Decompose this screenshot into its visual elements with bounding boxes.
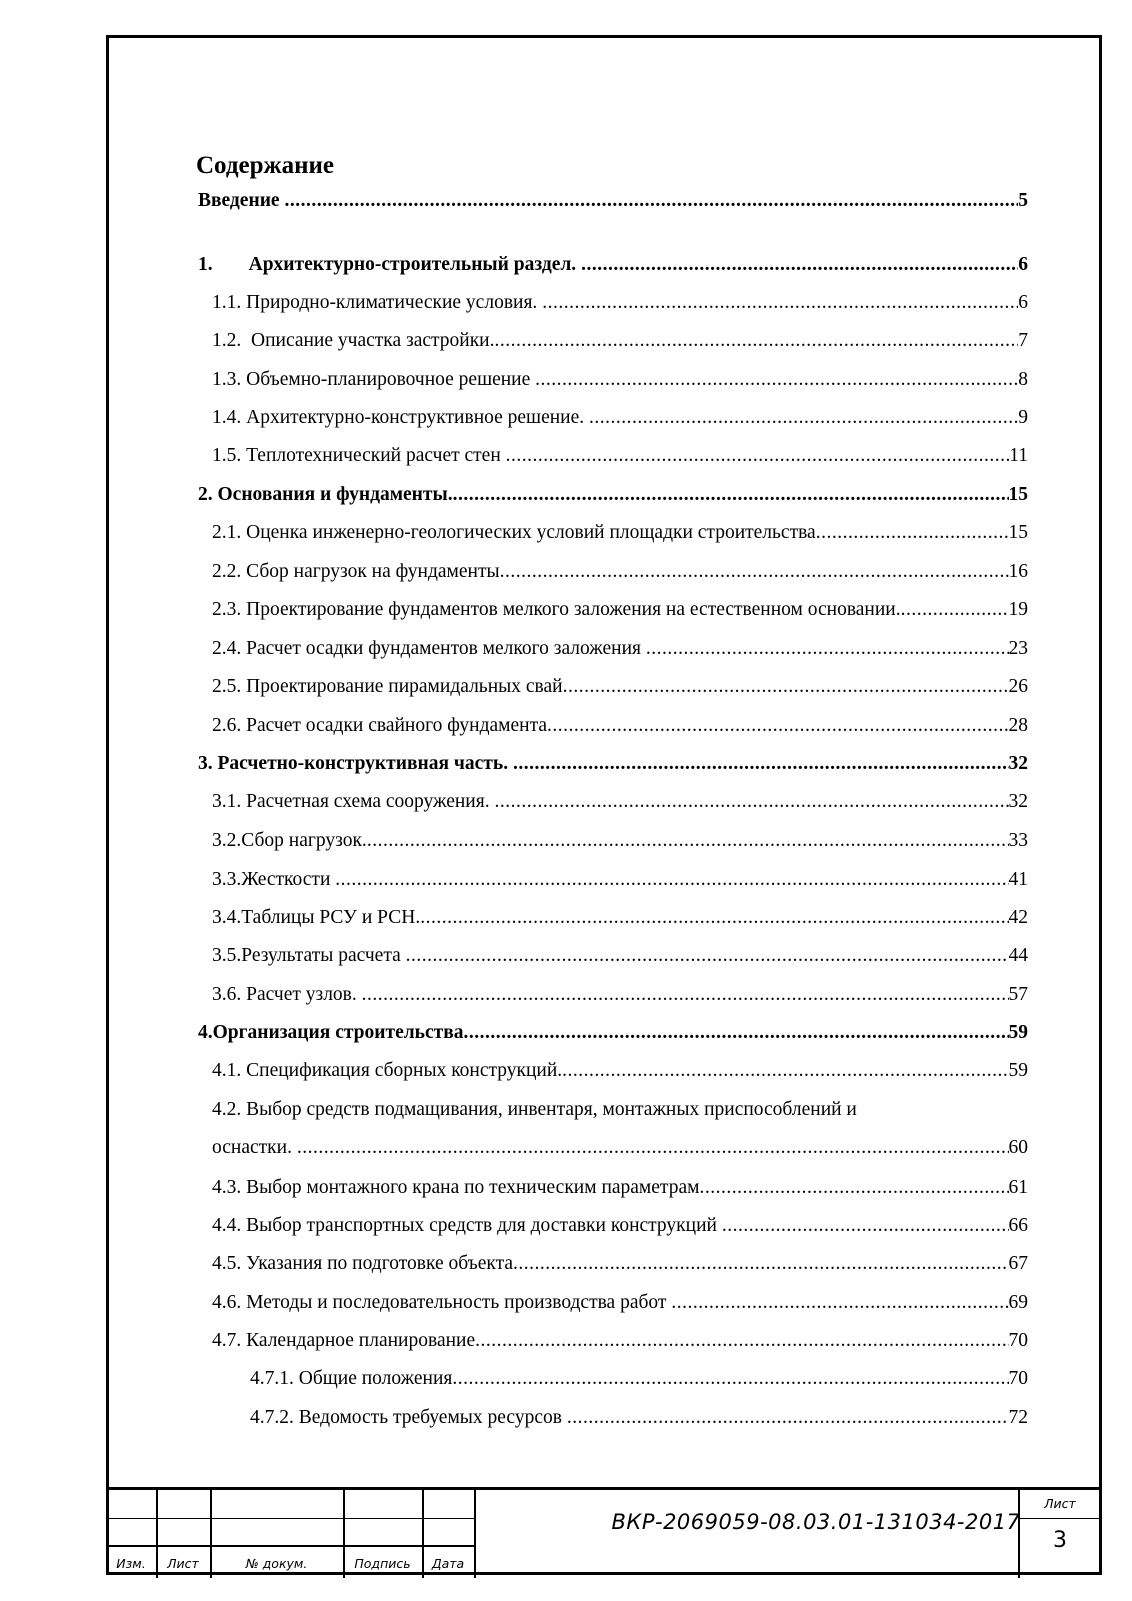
toc-entry-text: 2.5. Проектирование пирамидальных свай bbox=[212, 676, 563, 697]
toc-entry-label bbox=[212, 403, 589, 433]
toc-page-number: 59 bbox=[1008, 1060, 1028, 1081]
toc-entry-text: 3.5.Результаты расчета bbox=[212, 945, 406, 966]
toc-entry bbox=[212, 634, 1028, 664]
toc-page-number: 66 bbox=[1008, 1215, 1028, 1236]
toc-entry bbox=[212, 557, 1028, 587]
toc-entry-text: 4.3. Выбор монтажного крана по техническим параметрам bbox=[212, 1177, 700, 1198]
toc-page-number: 28 bbox=[1008, 715, 1028, 736]
toc-entry-label bbox=[212, 595, 901, 625]
toc-leader-dots bbox=[562, 1056, 1008, 1086]
toc-entry-label bbox=[212, 365, 535, 395]
toc-page-number: 26 bbox=[1008, 676, 1028, 697]
toc-entry-label bbox=[212, 518, 816, 548]
toc-entry-label bbox=[212, 672, 563, 702]
toc-entry-label bbox=[212, 557, 500, 587]
toc-page-number: 7 bbox=[1018, 330, 1028, 351]
toc-page-number: 42 bbox=[1008, 907, 1028, 928]
toc-entry-label bbox=[212, 1173, 699, 1203]
toc-leader-dots bbox=[420, 903, 1008, 933]
title-block-divider bbox=[474, 1490, 476, 1578]
toc-page-number: 67 bbox=[1008, 1253, 1028, 1274]
toc-entry bbox=[212, 903, 1028, 933]
toc-entry bbox=[212, 326, 1028, 356]
toc-entry bbox=[212, 1095, 1028, 1125]
toc-entry-label bbox=[212, 634, 646, 664]
toc-leader-dots bbox=[513, 1249, 1008, 1279]
toc-entry-label bbox=[212, 980, 362, 1010]
toc-page-number: 6 bbox=[1018, 254, 1028, 275]
toc-entry-label bbox=[212, 1095, 857, 1125]
toc-entry-text: 1.5. Теплотехнический расчет стен bbox=[212, 445, 506, 466]
toc-entry-label bbox=[250, 1364, 452, 1394]
toc-page-number: 32 bbox=[1008, 791, 1028, 812]
toc-entry bbox=[212, 1173, 1028, 1203]
toc-leader-dots bbox=[406, 941, 1009, 971]
toc-entry-number: 1. bbox=[198, 254, 213, 275]
toc-entry-text: 1.3. Объемно-планировочное решение bbox=[212, 369, 536, 390]
toc-entry bbox=[212, 365, 1028, 395]
toc-entry bbox=[212, 826, 1028, 856]
toc-page-number: 70 bbox=[1008, 1330, 1028, 1351]
toc-entry bbox=[212, 288, 1028, 318]
toc-entry-text: 4.7.2. Ведомость требуемых ресурсов bbox=[250, 1407, 567, 1428]
toc-entry-text: 2.4. Расчет осадки фундаментов мелкого заложения bbox=[212, 638, 646, 659]
toc-entry bbox=[212, 1288, 1028, 1318]
toc-leader-dots bbox=[475, 1326, 1008, 1356]
toc-entry-text: оснастки. bbox=[212, 1137, 297, 1158]
toc-leader-dots bbox=[335, 865, 1008, 895]
toc-entry-label bbox=[198, 749, 513, 779]
toc-entry-text: 4.7. Календарное планирование bbox=[212, 1330, 476, 1351]
document-code: ВКР-2069059-08.03.01-131034-2017 bbox=[611, 1510, 1021, 1534]
toc-entry-text: 4.5. Указания по подготовке объекта bbox=[212, 1253, 514, 1274]
toc-entry-label bbox=[212, 288, 542, 318]
toc-page-number: 60 bbox=[1008, 1137, 1028, 1158]
toc-entry bbox=[212, 1133, 1028, 1163]
toc-leader-dots bbox=[453, 480, 1009, 510]
toc-entry-label bbox=[212, 1249, 513, 1279]
toc-entry bbox=[212, 941, 1028, 971]
toc-entry-text: 2.6. Расчет осадки свайного фундамента bbox=[212, 715, 548, 736]
stamp-col-list: Лист bbox=[167, 1556, 199, 1571]
toc-entry-label bbox=[212, 326, 495, 356]
toc-entry bbox=[212, 711, 1028, 741]
toc-entry-label bbox=[212, 1133, 297, 1163]
toc-leader-dots bbox=[646, 634, 1009, 664]
toc-entry-text: 1.4. Архитектурно-конструктивное решение. bbox=[212, 407, 589, 428]
toc-entry bbox=[212, 672, 1028, 702]
toc-entry-text: 3.4.Таблицы РСУ и РСН. bbox=[212, 907, 421, 928]
toc-entry-text: 4.1. Спецификация сборных конструкций. bbox=[212, 1060, 563, 1081]
toc-entry bbox=[212, 980, 1028, 1010]
toc-leader-dots bbox=[901, 595, 1009, 625]
toc-entry-text: 2.2. Сбор нагрузок на фундаменты bbox=[212, 561, 500, 582]
toc-leader-dots bbox=[722, 1211, 1009, 1241]
toc-entry-label bbox=[198, 1018, 464, 1048]
toc-entry bbox=[250, 1403, 1028, 1433]
toc-entry-text: 2.1. Оценка инженерно-геологических условий площадки строительства bbox=[212, 522, 816, 543]
toc-entry-text: 3.6. Расчет узлов. bbox=[212, 984, 362, 1005]
toc-entry-text: 4.4. Выбор транспортных средств для доставки конструкций bbox=[212, 1215, 722, 1236]
toc-entry bbox=[198, 186, 1028, 216]
toc-leader-dots bbox=[506, 441, 1010, 471]
title-block-rule bbox=[106, 1545, 474, 1547]
title-block-rule bbox=[1018, 1518, 1102, 1519]
toc-entry bbox=[212, 403, 1028, 433]
toc-leader-dots bbox=[297, 1133, 1009, 1163]
toc-leader-dots bbox=[589, 403, 1018, 433]
toc-entry-label bbox=[212, 865, 335, 895]
toc-page-number: 44 bbox=[1008, 945, 1028, 966]
toc-leader-dots bbox=[567, 1403, 1009, 1433]
toc-leader-dots bbox=[699, 1173, 1008, 1203]
toc-entry bbox=[212, 1056, 1028, 1086]
toc-entry-label bbox=[198, 480, 453, 510]
toc-page-number: 72 bbox=[1008, 1407, 1028, 1428]
toc-entry bbox=[212, 865, 1028, 895]
toc-page-number: 41 bbox=[1008, 869, 1028, 890]
sheet-label: Лист bbox=[1044, 1496, 1076, 1511]
toc-leader-dots bbox=[671, 1288, 1008, 1318]
toc-entry-text: 1.2. Описание участка застройки. bbox=[212, 330, 495, 351]
toc-leader-dots bbox=[494, 787, 1008, 817]
title-block-rule bbox=[106, 1518, 474, 1519]
toc-entry bbox=[250, 1364, 1028, 1394]
toc-entry-label bbox=[250, 1403, 567, 1433]
toc-page-number: 6 bbox=[1018, 292, 1028, 313]
toc-entry-label bbox=[212, 787, 494, 817]
title-block bbox=[106, 1487, 1102, 1575]
sheet-number: 3 bbox=[1053, 1528, 1067, 1553]
toc-page-number: 5 bbox=[1018, 190, 1028, 211]
toc-entry-text: 1.1. Природно-климатические условия. bbox=[212, 292, 543, 313]
toc-page-number: 8 bbox=[1018, 369, 1028, 390]
toc-page-number: 9 bbox=[1018, 407, 1028, 428]
toc-title: Содержание bbox=[196, 152, 335, 179]
toc-leader-dots bbox=[581, 250, 1018, 280]
toc-entry bbox=[198, 749, 1028, 779]
toc-entry bbox=[212, 787, 1028, 817]
toc-leader-dots bbox=[500, 557, 1009, 587]
toc-entry-text: Введение bbox=[198, 190, 285, 211]
toc-entry-label bbox=[212, 711, 547, 741]
toc-entry-text: 4.7.1. Общие положения bbox=[250, 1368, 453, 1389]
toc-entry-label bbox=[198, 250, 581, 280]
toc-leader-dots bbox=[547, 711, 1008, 741]
stamp-col-doc: № докум. bbox=[245, 1556, 308, 1571]
toc-entry-label bbox=[212, 1326, 475, 1356]
toc-leader-dots bbox=[535, 365, 1018, 395]
toc-entry-label bbox=[212, 903, 420, 933]
toc-page-number: 15 bbox=[1008, 484, 1028, 505]
toc-page-number: 70 bbox=[1008, 1368, 1028, 1389]
toc-leader-dots bbox=[563, 672, 1009, 702]
toc-entry bbox=[212, 1326, 1028, 1356]
toc-entry-label bbox=[212, 826, 367, 856]
toc-page-number: 33 bbox=[1008, 830, 1028, 851]
toc-leader-dots bbox=[367, 826, 1009, 856]
toc-entry bbox=[212, 595, 1028, 625]
toc-page-number: 61 bbox=[1008, 1177, 1028, 1198]
toc-leader-dots bbox=[362, 980, 1009, 1010]
toc-entry-text: 2.3. Проектирование фундаментов мелкого заложения на естественном основании. bbox=[212, 599, 901, 620]
toc-page-number: 32 bbox=[1008, 753, 1028, 774]
toc-page-number: 16 bbox=[1008, 561, 1028, 582]
toc-entry bbox=[212, 1249, 1028, 1279]
toc-entry-text: 3.3.Жесткости bbox=[212, 869, 336, 890]
toc-page-number: 69 bbox=[1008, 1292, 1028, 1313]
toc-entry-text: 4.6. Методы и последовательность производства работ bbox=[212, 1292, 672, 1313]
toc-entry bbox=[198, 250, 1028, 280]
toc-leader-dots bbox=[816, 518, 1009, 548]
toc-leader-dots bbox=[452, 1364, 1008, 1394]
toc-entry-text: 3.1. Расчетная схема сооружения. bbox=[212, 791, 495, 812]
toc-entry-label bbox=[212, 1288, 671, 1318]
toc-leader-dots bbox=[495, 326, 1019, 356]
toc-entry-text: Архитектурно-строительный раздел. bbox=[248, 254, 582, 275]
toc-page-number: 11 bbox=[1009, 445, 1028, 466]
toc-page-number: 59 bbox=[1008, 1022, 1028, 1043]
toc-entry-text: 3.2.Сбор нагрузок. bbox=[212, 830, 367, 851]
stamp-col-izm: Изм. bbox=[116, 1556, 146, 1571]
toc-entry-text: 2. Основания и фундаменты. bbox=[198, 484, 453, 505]
toc-page-number: 23 bbox=[1008, 638, 1028, 659]
toc-entry bbox=[212, 441, 1028, 471]
toc-entry bbox=[198, 1018, 1028, 1048]
toc-leader-dots bbox=[464, 1018, 1009, 1048]
toc-entry-label bbox=[212, 1056, 562, 1086]
toc-leader-dots bbox=[542, 288, 1018, 318]
toc-leader-dots bbox=[284, 186, 1018, 216]
toc-entry-label bbox=[212, 1211, 722, 1241]
toc-entry bbox=[212, 1211, 1028, 1241]
toc-entry-text: 4.2. Выбор средств подмащивания, инвентаря, монтажных приспособлений и bbox=[212, 1099, 857, 1120]
toc-entry-label bbox=[198, 186, 284, 216]
toc-entry-text: 3. Расчетно-конструктивная часть. bbox=[198, 753, 513, 774]
toc-entry-label bbox=[212, 441, 506, 471]
toc-entry-text: 4.Организация строительства bbox=[198, 1022, 464, 1043]
toc-page-number: 57 bbox=[1008, 984, 1028, 1005]
stamp-col-date: Дата bbox=[431, 1556, 465, 1571]
toc-page-number: 15 bbox=[1008, 522, 1028, 543]
toc-leader-dots bbox=[513, 749, 1009, 779]
toc-entry-label bbox=[212, 941, 406, 971]
toc-entry bbox=[198, 480, 1028, 510]
stamp-col-sign: Подпись bbox=[354, 1556, 411, 1571]
toc-page-number: 19 bbox=[1008, 599, 1028, 620]
toc-entry bbox=[212, 518, 1028, 548]
